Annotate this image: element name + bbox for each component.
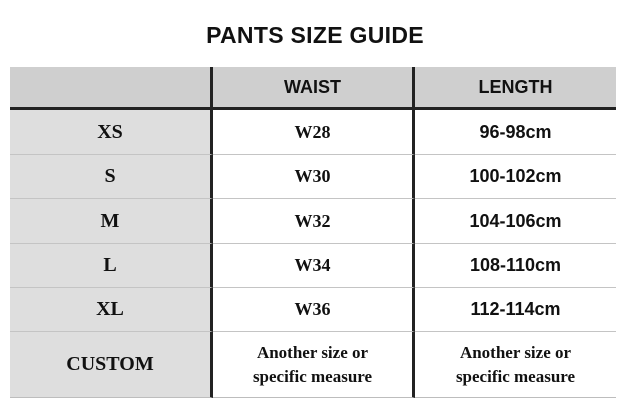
size-label-m: M (10, 199, 213, 244)
header-waist: WAIST (213, 67, 415, 110)
waist-l: W34 (213, 244, 415, 288)
length-custom (415, 332, 616, 398)
waist-custom (213, 332, 415, 398)
size-label-xl: XL (10, 288, 213, 332)
size-label-custom: CUSTOM (10, 332, 213, 398)
size-label-l: L (10, 244, 213, 288)
waist-custom-line2: specific measure (252, 366, 373, 386)
length-m: 104-106cm (415, 199, 616, 244)
size-guide-table (10, 67, 616, 398)
header-corner (10, 67, 213, 110)
page-title: PANTS SIZE GUIDE (206, 22, 424, 48)
waist-s: W30 (213, 155, 415, 199)
size-label-xs: XS (10, 110, 213, 155)
length-xs: 96-98cm (415, 110, 616, 155)
length-xl: 112-114cm (415, 288, 616, 332)
length-custom-line2: specific measure (455, 366, 576, 386)
size-label-s: S (10, 155, 213, 199)
waist-m: W32 (213, 199, 415, 244)
length-custom-line1: Another size or (459, 342, 572, 362)
header-length: LENGTH (415, 67, 616, 110)
waist-xl: W36 (213, 288, 415, 332)
length-s: 100-102cm (415, 155, 616, 199)
length-l: 108-110cm (415, 244, 616, 288)
waist-custom-line1: Another size or (256, 342, 369, 362)
waist-xs: W28 (213, 110, 415, 155)
